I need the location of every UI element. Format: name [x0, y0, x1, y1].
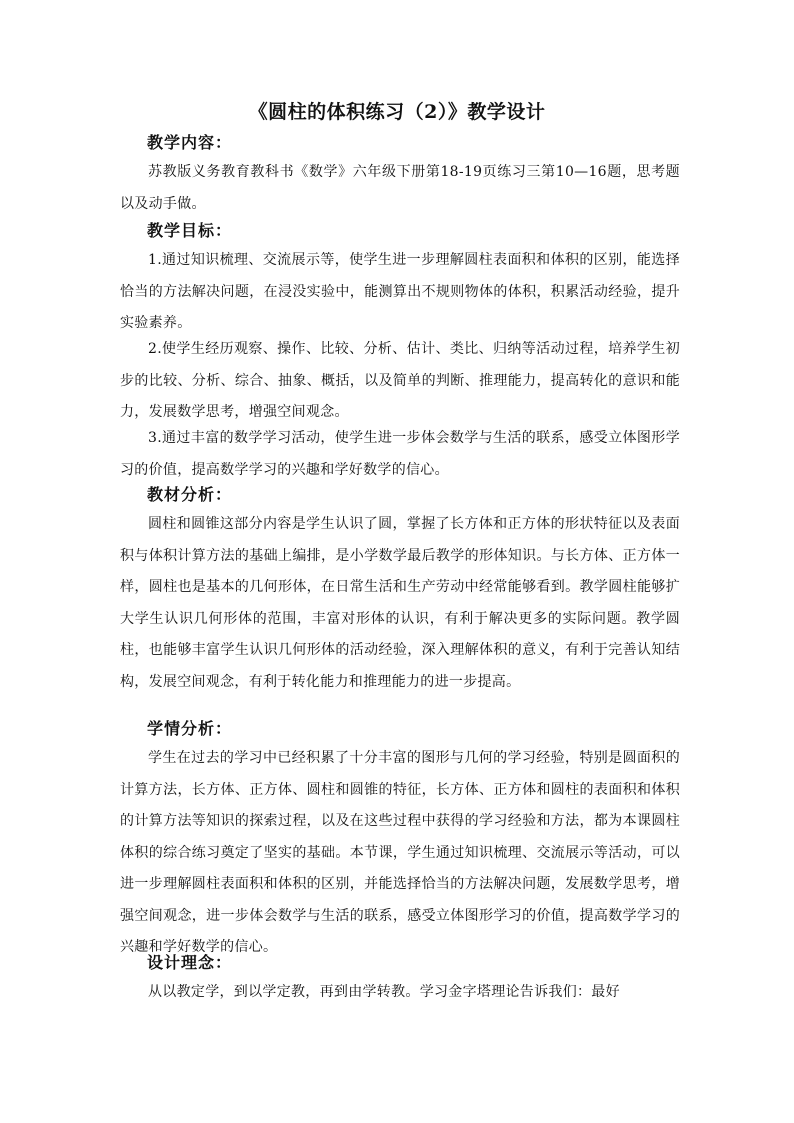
section-heading-design-concept: 设计理念：	[147, 953, 233, 972]
paragraph-goal-2: 2.使学生经历观察、操作、比较、分析、估计、类比、归纳等活动过程，培养学生初步的比较、分析、综合、抽象、概括，以及简单的判断、推理能力，提高转化的意识和能力，发展数学思考，增强空间观念。	[120, 341, 680, 420]
paragraph-design-concept: 从以教定学，到以学定教，再到由学转教。学习金字塔理论告诉我们：最好	[148, 984, 620, 1000]
paragraph-teaching-content: 苏教版义务教育教科书《数学》六年级下册第18-19页练习三第10—16题，思考题以及动手做。	[120, 164, 680, 212]
section-heading-student-analysis: 学情分析：	[147, 719, 233, 738]
section-heading-material-analysis: 教材分析：	[147, 485, 233, 504]
section-heading-teaching-content: 教学内容：	[147, 133, 233, 152]
document-title: 《圆柱的体积练习（2）》教学设计	[248, 101, 546, 123]
paragraph-student-analysis: 学生在过去的学习中已经积累了十分丰富的图形与几何的学习经验，特别是圆面积的计算方法，长方体、正方体、圆柱和圆锥的特征，长方体、正方体和圆柱的表面积和体积的计算方法等知识的探索过程，以及在这些过程中获得的学习经验和方法，都为本课圆柱体积的综合练习奠定了坚实的基础。本节课，学生通过知识梳理、交流展示等活动，可以进一步理解圆柱表面积和体积的区别，并能选择恰当的方法解决问题，发展数学思考，增强空间观念，进一步体会数学与生活的联系，感受立体图形学习的价值，提高数学学习的兴趣和学好数学的信心。	[120, 750, 680, 955]
paragraph-goal-3: 3.通过丰富的数学学习活动，使学生进一步体会数学与生活的联系，感受立体图形学习的价值，提高数学学习的兴趣和学好数学的信心。	[120, 430, 680, 478]
section-heading-teaching-goals: 教学目标：	[147, 221, 233, 240]
paragraph-goal-1: 1.通过知识梳理、交流展示等，使学生进一步理解圆柱表面积和体积的区别，能选择恰当的方法解决问题，在浸没实验中，能测算出不规则物体的体积，积累活动经验，提升实验素养。	[120, 252, 680, 331]
paragraph-material-analysis: 圆柱和圆锥这部分内容是学生认识了圆，掌握了长方体和正方体的形状特征以及表面积与体积计算方法的基础上编排，是小学数学最后教学的形体知识。与长方体、正方体一样，圆柱也是基本的几何形体，在日常生活和生产劳动中经常能够看到。教学圆柱能够扩大学生认识几何形体的范围，丰富对形体的认识，有利于解决更多的实际问题。教学圆柱，也能够丰富学生认识几何形体的活动经验，深入理解体积的意义，有利于完善认知结构，发展空间观念，有利于转化能力和推理能力的进一步提高。	[120, 516, 680, 690]
